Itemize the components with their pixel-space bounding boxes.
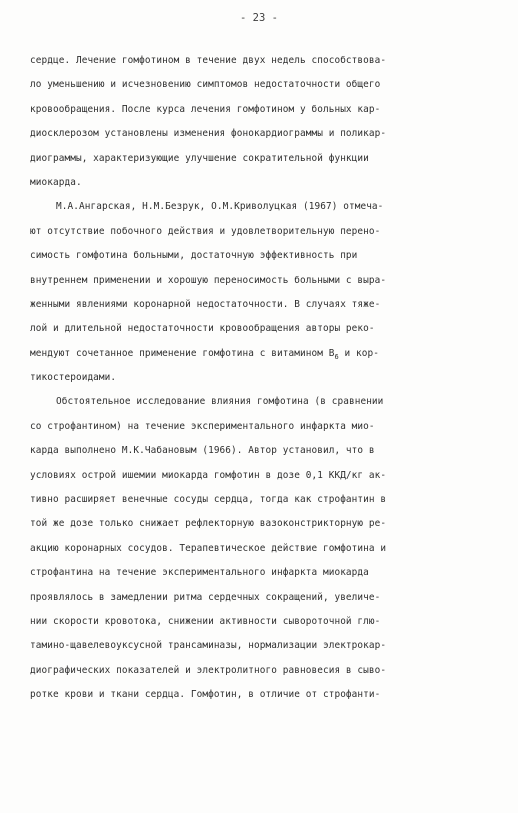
text-line: М.А.Ангарская, Н.М.Безрук, О.М.Криволуцкая (1967) отмеча-: [56, 201, 384, 213]
text-line: проявлялось в замедлении ритма сердечных сокращений, увеличе-: [30, 591, 381, 603]
text-line: со строфантином) на течение экспериментального инфаркта мио-: [30, 420, 375, 432]
text-line: симость гомфотина больными, достаточную эффективность при: [30, 250, 358, 262]
text-line-part: и кор-: [338, 347, 379, 359]
text-line: тамино-щавелевоуксусной трансаминазы, нормализации электрокар-: [30, 640, 387, 652]
text-line: ют отсутствие побочного действия и удовлетворительную перено-: [30, 225, 381, 237]
subscript: 6: [334, 352, 339, 361]
text-line: миокарда.: [30, 176, 82, 188]
text-line: внутреннем применении и хорошую переносимость больными с выра-: [30, 274, 387, 286]
text-line: карда выполнено М.К.Чабановым (1966). Автор установил, что в: [30, 445, 375, 457]
page-number: - 23 -: [240, 12, 278, 24]
text-line: той же дозе только снижает рефлекторную вазоконстрикторную ре-: [30, 518, 387, 530]
text-line: диограммы, характеризующие улучшение сократительной функции: [30, 152, 369, 164]
text-line: диографических показателей и электролитного равновесия в сыво-: [30, 664, 387, 676]
text-line: диосклерозом установлены изменения фонокардиограммы и поликар-: [30, 128, 387, 140]
text-line: акцию коронарных сосудов. Терапевтическое действие гомфотина и: [30, 542, 387, 554]
text-line: лой и длительной недостаточности кровообращения авторы реко-: [30, 323, 375, 335]
text-line-part: мендуют сочетанное применение гомфотина с витамином B: [30, 347, 335, 359]
text-line: женными явлениями коронарной недостаточности. В случаях тяже-: [30, 298, 381, 310]
text-line: тивно расширяет венечные сосуды сердца, тогда как строфантин в: [30, 494, 387, 506]
text-line: строфантина на течение экспериментального инфаркта миокарда: [30, 567, 369, 579]
text-line: Обстоятельное исследование влияния гомфотина (в сравнении: [56, 396, 384, 408]
body-text: [30, 49, 490, 708]
text-line: сердце. Лечение гомфотином в течение двух недель способствова-: [30, 55, 387, 66]
text-line: нии скорости кровотока, снижении активности сывороточной глю-: [30, 615, 381, 627]
text-line: ло уменьшению и исчезновению симптомов недостаточности общего: [30, 79, 381, 91]
text-line: [30, 342, 490, 366]
text-line: ротке крови и ткани сердца. Гомфотин, в отличие от строфанти-: [30, 689, 381, 701]
text-line: кровообращения. После курса лечения гомфотином у больных кар-: [30, 103, 381, 115]
text-line: условиях острой ишемии миокарда гомфотин в дозе 0,1 ККД/кг ак-: [30, 469, 387, 481]
text-line: тикостероидами.: [30, 372, 117, 384]
